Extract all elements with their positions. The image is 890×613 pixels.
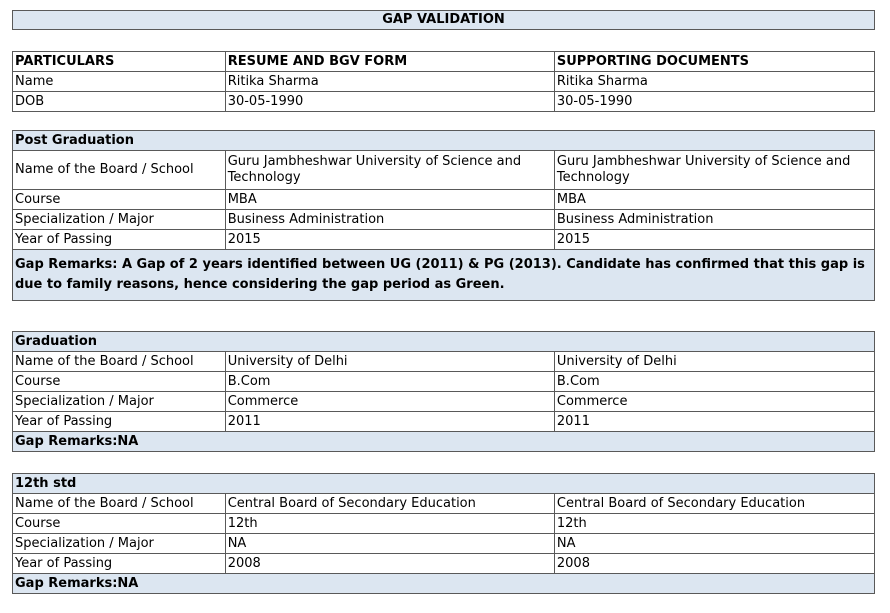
- header-resume: RESUME AND BGV FORM: [225, 52, 554, 72]
- row-supporting-value: B.Com: [554, 372, 874, 392]
- row-label: Year of Passing: [13, 412, 226, 432]
- post-graduation-table: [12, 130, 875, 301]
- row-supporting-value: 12th: [554, 514, 874, 534]
- row-resume-value: B.Com: [225, 372, 554, 392]
- table-row: [13, 514, 875, 534]
- gap-remarks: Gap Remarks:NA: [13, 574, 875, 594]
- table-row: [13, 72, 875, 92]
- header-supporting: SUPPORTING DOCUMENTS: [554, 52, 874, 72]
- table-row: [13, 190, 875, 210]
- table-row: [13, 534, 875, 554]
- row-supporting-value: 2015: [554, 230, 874, 250]
- row-supporting-value: Guru Jambheshwar University of Science and Technology: [554, 151, 874, 190]
- table-row: [13, 352, 875, 372]
- row-label: Name of the Board / School: [13, 151, 226, 190]
- table-row: [13, 554, 875, 574]
- row-resume-value: University of Delhi: [225, 352, 554, 372]
- row-resume-value: Commerce: [225, 392, 554, 412]
- table-row: [13, 210, 875, 230]
- row-label: Year of Passing: [13, 230, 226, 250]
- row-label: Specialization / Major: [13, 534, 226, 554]
- row-resume-value: Ritika Sharma: [225, 72, 554, 92]
- row-supporting-value: 2008: [554, 554, 874, 574]
- section-title: Graduation: [13, 332, 875, 352]
- row-resume-value: MBA: [225, 190, 554, 210]
- graduation-table: [12, 331, 875, 452]
- gap-remarks: Gap Remarks:NA: [13, 432, 875, 452]
- row-label: Name of the Board / School: [13, 494, 226, 514]
- row-resume-value: 2008: [225, 554, 554, 574]
- table-row: [13, 392, 875, 412]
- row-resume-value: Guru Jambheshwar University of Science and Technology: [225, 151, 554, 190]
- table-row: [13, 412, 875, 432]
- row-supporting-value: NA: [554, 534, 874, 554]
- row-resume-value: 30-05-1990: [225, 92, 554, 112]
- row-supporting-value: Commerce: [554, 392, 874, 412]
- row-resume-value: Business Administration: [225, 210, 554, 230]
- row-label: Year of Passing: [13, 554, 226, 574]
- row-resume-value: 2015: [225, 230, 554, 250]
- header-row: [13, 52, 875, 72]
- table-row: [13, 151, 875, 190]
- section-title: Post Graduation: [13, 131, 875, 151]
- row-resume-value: Central Board of Secondary Education: [225, 494, 554, 514]
- twelfth-std-table: [12, 473, 875, 594]
- row-supporting-value: 30-05-1990: [554, 92, 874, 112]
- row-label: Course: [13, 190, 226, 210]
- row-resume-value: 12th: [225, 514, 554, 534]
- section-title: 12th std: [13, 474, 875, 494]
- row-supporting-value: University of Delhi: [554, 352, 874, 372]
- row-label: Specialization / Major: [13, 210, 226, 230]
- table-row: [13, 230, 875, 250]
- row-supporting-value: Central Board of Secondary Education: [554, 494, 874, 514]
- particulars-table: [12, 51, 875, 112]
- table-row: [13, 372, 875, 392]
- row-resume-value: NA: [225, 534, 554, 554]
- row-supporting-value: Business Administration: [554, 210, 874, 230]
- gap-remarks: Gap Remarks: A Gap of 2 years identified between UG (2011) & PG (2013). Candidate has confirmed that this gap is due to family reasons, hence considering the gap period as Green.: [13, 250, 875, 301]
- header-particulars: PARTICULARS: [13, 52, 226, 72]
- row-label: DOB: [13, 92, 226, 112]
- page-title: GAP VALIDATION: [13, 11, 875, 30]
- row-label: Name of the Board / School: [13, 352, 226, 372]
- row-supporting-value: 2011: [554, 412, 874, 432]
- row-label: Course: [13, 372, 226, 392]
- row-resume-value: 2011: [225, 412, 554, 432]
- table-row: [13, 494, 875, 514]
- row-label: Name: [13, 72, 226, 92]
- row-label: Course: [13, 514, 226, 534]
- table-row: [13, 92, 875, 112]
- row-supporting-value: Ritika Sharma: [554, 72, 874, 92]
- row-label: Specialization / Major: [13, 392, 226, 412]
- title-table: [12, 10, 875, 30]
- row-supporting-value: MBA: [554, 190, 874, 210]
